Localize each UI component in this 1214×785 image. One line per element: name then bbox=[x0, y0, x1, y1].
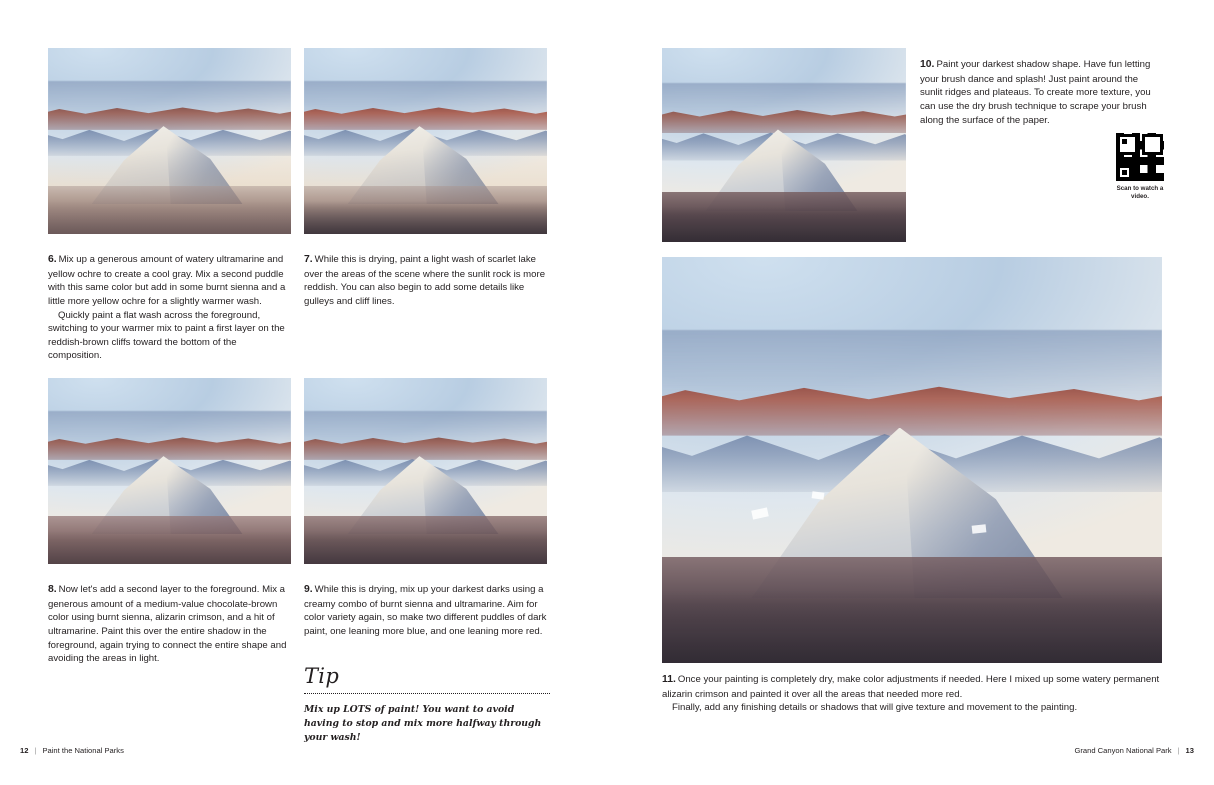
step-8-paragraph-1: 8. Now let's add a second layer to the foreground. Mix a generous amount of a medium-value chocolate-brown color using burnt sienna, alizarin crimson, and a hit of ultramarine. Paint this over the entire shadow in the foreground, again trying to connect the entire shape and avoiding the areas in light. bbox=[48, 584, 287, 665]
artwork-highlight bbox=[972, 524, 987, 533]
left-footer-title: Paint the National Parks bbox=[42, 746, 124, 755]
step-6-text bbox=[48, 253, 291, 363]
qr-code-block bbox=[1112, 133, 1168, 201]
artwork-foreground-shadow bbox=[662, 207, 906, 242]
right-page-number: 13 bbox=[1185, 746, 1194, 755]
artwork-foreground-shadow bbox=[662, 590, 1162, 663]
step-8-number: 8. bbox=[48, 584, 57, 595]
step-10-image bbox=[662, 48, 906, 242]
step-11-number: 11. bbox=[662, 674, 676, 685]
step-9-text bbox=[304, 583, 547, 639]
qr-eye-core-top-right bbox=[1153, 139, 1158, 144]
artwork-foreground-shadow bbox=[48, 531, 291, 564]
tip-divider bbox=[304, 693, 550, 694]
tip-title: Tip bbox=[304, 664, 340, 688]
step-7-number: 7. bbox=[304, 254, 313, 265]
step-6-number: 6. bbox=[48, 254, 57, 265]
right-footer-title: Grand Canyon National Park bbox=[1074, 746, 1172, 755]
step-7-text bbox=[304, 253, 547, 309]
footer-separator: | bbox=[1177, 746, 1180, 755]
step-8-text bbox=[48, 583, 291, 666]
tip-box bbox=[304, 666, 550, 745]
artwork-foreground-shadow bbox=[48, 201, 291, 234]
qr-eye-core-bottom-left bbox=[1122, 170, 1127, 175]
qr-eye-core-top-left bbox=[1122, 139, 1127, 144]
step-10-text bbox=[920, 58, 1162, 127]
step-9-paragraph-1: 9. While this is drying, mix up your darkest darks using a creamy combo of burnt sienna and ultramarine. Aim for color variety again, so make two different puddles of dark paint, one leaning more blue, and one leaning more red. bbox=[304, 584, 547, 637]
step-7-paragraph-1: 7. While this is drying, paint a light wash of scarlet lake over the areas of the scene where the sunlit rock is more reddish. You can also begin to add some details like gulleys and cliff lines. bbox=[304, 254, 546, 307]
right-page bbox=[607, 0, 1214, 785]
artwork-foreground-shadow bbox=[304, 201, 547, 234]
qr-code-icon[interactable] bbox=[1116, 133, 1164, 181]
tip-body: Mix up LOTS of paint! You want to avoid having to stop and mix more halfway through your wash! bbox=[304, 704, 542, 743]
artwork-foreground-shadow bbox=[304, 531, 547, 564]
step-10-paragraph-1: 10. Paint your darkest shadow shape. Have fun letting your brush dance and splash! Just paint around the sunlit ridges and plateaus. To create more texture, you can use the dry brush technique to scrape your brush along the surface of the paper. bbox=[920, 59, 1151, 126]
qr-caption: Scan to watch a video. bbox=[1116, 185, 1164, 200]
step-11-paragraph-1: 11. Once your painting is completely dry, make color adjustments if needed. Here I mixed up some watery permanent alizarin crimson and painted it over all the areas that needed more red. bbox=[662, 674, 1160, 700]
step-9-number: 9. bbox=[304, 584, 313, 595]
step-11-image bbox=[662, 257, 1162, 663]
step-6-paragraph-1: 6. Mix up a generous amount of watery ultramarine and yellow ochre to create a cool gray. Mix a second puddle with this same color but add in some burnt sienna and a little more yellow ochre for a slightly warmer wash. bbox=[48, 254, 286, 307]
footer-separator: | bbox=[34, 746, 37, 755]
step-6-paragraph-2: Quickly paint a flat wash across the foreground, switching to your warmer mix to paint a first layer on the reddish-brown cliffs toward the bottom of the composition. bbox=[48, 309, 285, 362]
left-page-number: 12 bbox=[20, 746, 29, 755]
step-6-image bbox=[48, 48, 291, 234]
step-7-image bbox=[304, 48, 547, 234]
step-11-text bbox=[662, 673, 1162, 715]
step-10-number: 10. bbox=[920, 59, 935, 70]
step-8-image bbox=[48, 378, 291, 564]
right-page-footer bbox=[1074, 746, 1194, 755]
step-9-image bbox=[304, 378, 547, 564]
left-page-footer bbox=[20, 746, 124, 755]
step-11-paragraph-2: Finally, add any finishing details or shadows that will give texture and movement to the painting. bbox=[672, 702, 1078, 714]
